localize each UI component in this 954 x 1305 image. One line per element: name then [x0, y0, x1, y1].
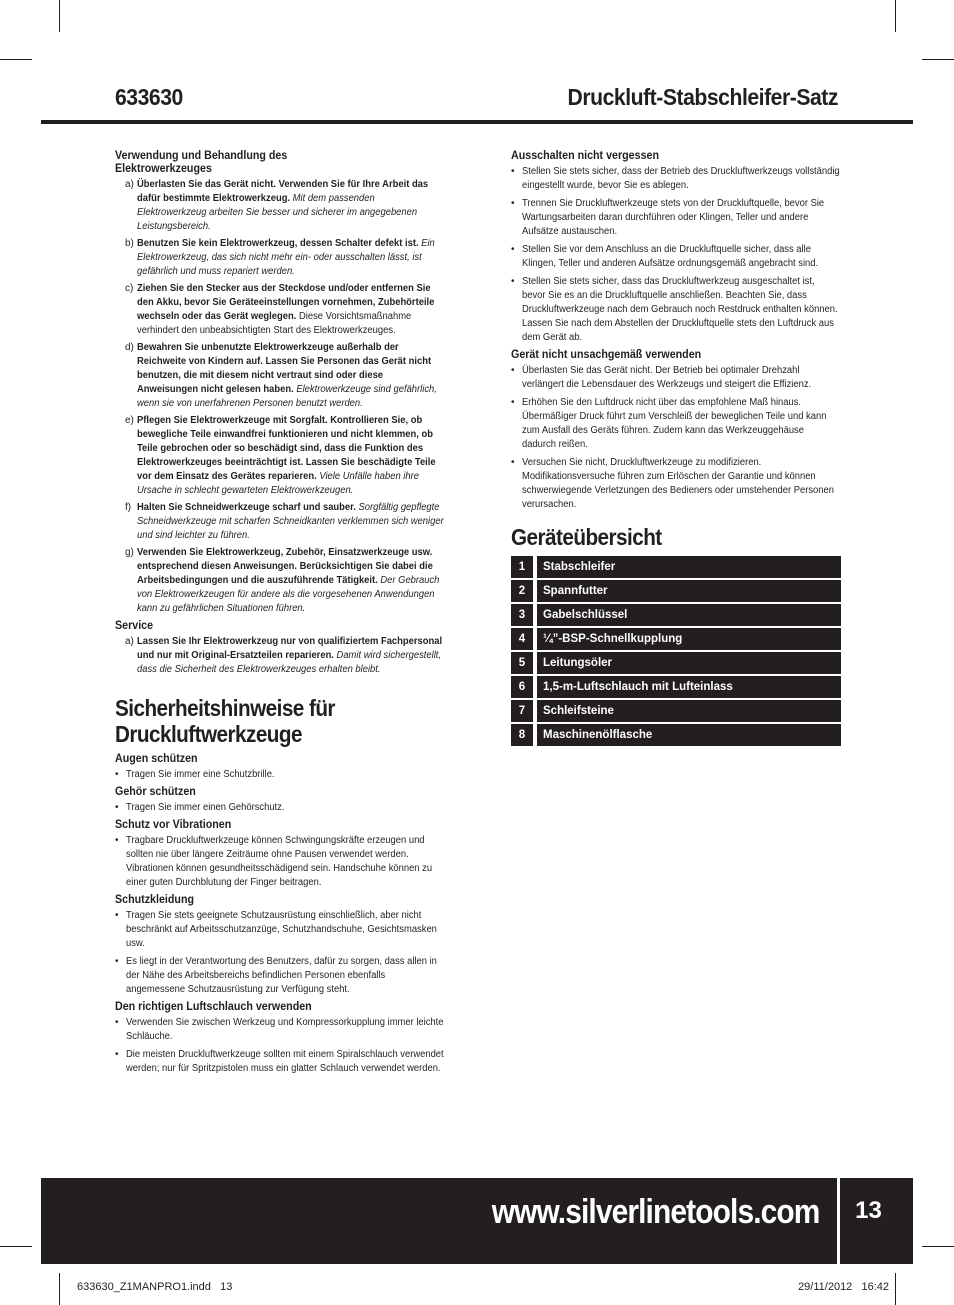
website-link[interactable]: www.silverlinetools.com [492, 1193, 820, 1231]
overview-table [511, 556, 841, 746]
bullet-item [511, 243, 841, 271]
eyes-list [115, 768, 445, 782]
list-item [115, 414, 445, 498]
bullet-item [511, 456, 841, 512]
crop-mark [0, 1246, 32, 1247]
bullet-text: • Tragbare Druckluftwerkzeuge können Schwingungskräfte erzeugen und sollten nie über längere Zeiträume ohne Pausen verwendet werden. Vibrationen können gesundheitsschädigend sein. Handschuhe können zu einer guten Durchblutung der Finger beitragen. [126, 835, 433, 888]
item-bold-text: Halten Sie Schneidwerkzeuge scharf und sauber. [137, 502, 356, 513]
bullet-text: • Verwenden Sie zwischen Werkzeug und Kompressorkupplung immer leichte Schläuche. [126, 1017, 444, 1042]
page-number: 13 [855, 1197, 882, 1224]
hose-list [115, 1016, 445, 1076]
item-bold-text: Lassen Sie Ihr Elektrowerkzeug nur von qualifiziertem Fachpersonal und nur mit Original-Ersatzteilen reparieren. [137, 636, 443, 661]
item-italic-text: Der Gebrauch von Elektrowerkzeugen für andere als die vorgesehenen Anwendungen kann zu gefährlichen Situationen führen. [137, 575, 440, 614]
item-letter: a) [125, 636, 134, 647]
right-column [511, 150, 841, 748]
overview-row [511, 700, 841, 722]
item-bold-text: Ziehen Sie den Stecker aus der Steckdose und/oder entfernen Sie den Akku, bevor Sie Geräteeinstellungen vornehmen, Zubehörteile wechseln oder das Gerät weglegen. [137, 283, 435, 322]
bullet-item [511, 396, 841, 452]
bullet-text: • Überlasten Sie das Gerät nicht. Der Betrieb bei optimaler Drehzahl verlängert die Lebensdauer des Werkzeugs und steigert die Effizienz. [522, 365, 812, 390]
bullet-item [115, 909, 445, 951]
page-title: Druckluft-Stabschleifer-Satz [567, 84, 838, 110]
item-letter: g) [125, 547, 134, 558]
item-italic-text: Viele Unfälle haben ihre Ursache in schlecht gewarteten Elektrowerkzeugen. [137, 471, 419, 496]
crop-mark [895, 1273, 896, 1305]
overview-label: Stabschleifer [537, 556, 841, 578]
bullet-item [511, 364, 841, 392]
service-heading: Service [115, 620, 154, 632]
overview-label: Schleifsteine [537, 700, 841, 722]
overview-number: 1 [511, 556, 533, 578]
item-normal-text: Diese Vorsichtsmaßnahme verhindert den unbeabsichtigten Start des Elektrowerkzeuges. [137, 311, 412, 336]
bullet-text: • Stellen Sie stets sicher, dass das Druckluftwerkzeug ausgeschaltet ist, bevor Sie es an die Druckluftquelle anschließen. Beachten Sie, dass Druckluftwerkzeuge nach dem Gebrauch noch Restdruck enthalten können. Lassen Sie nach dem Abstellen der Druckluftquelle stets den Luftdruck aus dem Gerät ab. [522, 276, 838, 343]
overview-number: 3 [511, 604, 533, 626]
usage-list [115, 178, 445, 616]
overview-label: 1,5-m-Luftschlauch mit Lufteinlass [537, 676, 841, 698]
date-slug: 29/11/2012 16:42 [798, 1281, 889, 1293]
overview-label: Maschinenölflasche [537, 724, 841, 746]
item-bold-text: Benutzen Sie kein Elektrowerkzeug, dessen Schalter defekt ist. [137, 238, 419, 249]
bullet-text: • Es liegt in der Verantwortung des Benutzers, dafür zu sorgen, dass allen in der Nähe des Arbeitsbereichs befindlichen Personen ebenfalls angemessene Schutzausrüstung zur Verfügung steht. [126, 956, 437, 995]
clothing-list [115, 909, 445, 997]
usage-heading: Verwendung und Behandlung des Elektrowerkzeuges [115, 150, 288, 175]
overview-row [511, 556, 841, 578]
bullet-item [511, 165, 841, 193]
header-rule [41, 120, 913, 124]
item-italic-text: Damit wird sichergestellt, dass die Sicherheit des Elektrowerkzeuges erhalten bleibt. [137, 650, 442, 675]
bullet-text: • Stellen Sie vor dem Anschluss an die Druckluftquelle sicher, dass alle Klingen, Teller und anderen Aufsätze ordnungsgemäß angebracht sind. [522, 244, 819, 269]
hose-heading: Den richtigen Luftschlauch verwenden [115, 1001, 312, 1013]
misuse-list [511, 364, 841, 512]
eyes-heading: Augen schützen [115, 753, 198, 765]
bullet-item [115, 955, 445, 997]
overview-heading: Geräteübersicht [511, 524, 662, 550]
crop-mark [59, 0, 60, 32]
overview-row [511, 652, 841, 674]
list-item [115, 341, 445, 411]
overview-number: 6 [511, 676, 533, 698]
crop-mark [895, 0, 896, 32]
overview-number: 2 [511, 580, 533, 602]
overview-label: Gabelschlüssel [537, 604, 841, 626]
list-item [115, 282, 445, 338]
bullet-item [115, 768, 445, 782]
file-slug: 633630_Z1MANPRO1.indd 13 [77, 1281, 233, 1293]
bullet-text: • Tragen Sie stets geeignete Schutzausrüstung einschließlich, aber nicht beschränkt auf Arbeitsschutzanzüge, Schutzhandschuhe, Gesichtsmasken usw. [126, 910, 437, 949]
bullet-item [115, 1016, 445, 1044]
overview-row [511, 676, 841, 698]
hearing-heading: Gehör schützen [115, 786, 196, 798]
bullet-text: • Erhöhen Sie den Luftdruck nicht über das empfohlene Maß hinaus. Übermäßiger Druck führt zum Verschleiß der beweglichen Teile und kann zum Ausfall des Geräts führen. Zudem kann das Werkzeuggehäuse dadurch reißen. [522, 397, 827, 450]
bullet-item [115, 801, 445, 815]
clothing-heading: Schutzkleidung [115, 894, 195, 906]
item-bold-text: Bewahren Sie unbenutzte Elektrowerkzeuge außerhalb der Reichweite von Kindern auf. Lassen Sie Personen das Gerät nicht benutzen, die mit diesem nicht vertraut sind oder diese Anweisungen nicht gelesen haben. [137, 342, 432, 395]
overview-number: 8 [511, 724, 533, 746]
bullet-text: • Tragen Sie immer eine Schutzbrille. [126, 769, 275, 780]
item-italic-text: Mit dem passenden Elektrowerkzeug arbeiten Sie besser und sicherer im angegebenen Leistungsbereich. [137, 193, 418, 232]
overview-label: ¼”-BSP-Schnellkupplung [537, 628, 841, 650]
overview-number: 5 [511, 652, 533, 674]
crop-mark [59, 1273, 60, 1305]
item-bold-text: Verwenden Sie Elektrowerkzeug, Zubehör, Einsatzwerkzeuge usw. entsprechend diesen Anweisungen. Berücksichtigen Sie dabei die Arbeitsbedingungen und die auszuführende Tätigkeit. [137, 547, 433, 586]
overview-number: 7 [511, 700, 533, 722]
item-italic-text: Sorgfältig gepflegte Schneidwerkzeuge mit scharfen Schneidkanten verklemmen sich weniger und sind leichter zu führen. [137, 502, 444, 541]
item-letter: c) [125, 283, 134, 294]
list-item [115, 237, 445, 279]
overview-number: 4 [511, 628, 533, 650]
overview-row [511, 628, 841, 650]
list-item [115, 546, 445, 616]
bullet-item [115, 834, 445, 890]
bullet-item [511, 275, 841, 345]
overview-row [511, 604, 841, 626]
vibration-heading: Schutz vor Vibrationen [115, 819, 232, 831]
service-list [115, 635, 445, 677]
hearing-list [115, 801, 445, 815]
list-item [115, 635, 445, 677]
item-letter: f) [125, 502, 132, 513]
item-bold-text: Pflegen Sie Elektrowerkzeuge mit Sorgfalt. Kontrollieren Sie, ob bewegliche Teile einwandfrei funktionieren und nicht klemmen, ob Teile gebrochen oder so beschädigt sind, dass die Funktion des Elektrowerkzeuges beeinträchtigt ist. Lassen Sie beschädigte Teile vor dem Einsatz des Gerätes reparieren. [137, 415, 436, 482]
crop-mark [922, 1246, 954, 1247]
item-letter: a) [125, 179, 134, 190]
item-italic-text: Elektrowerkzeuge sind gefährlich, wenn sie von unerfahrenen Personen benutzt werden. [137, 384, 437, 409]
switchoff-list [511, 165, 841, 345]
switchoff-heading: Ausschalten nicht vergessen [511, 150, 660, 162]
bullet-item [511, 197, 841, 239]
list-item [115, 178, 445, 234]
safety-heading: Sicherheitshinweise für Druckluftwerkzeuge [115, 695, 335, 747]
item-italic-text: Ein Elektrowerkzeug, das sich nicht mehr ein- oder ausschalten lässt, ist gefährlich und muss repariert werden. [137, 238, 435, 277]
model-number: 633630 [115, 84, 183, 110]
item-letter: d) [125, 342, 134, 353]
item-letter: e) [125, 415, 134, 426]
overview-label: Leitungsöler [537, 652, 841, 674]
crop-mark [0, 59, 32, 60]
bullet-text: • Die meisten Druckluftwerkzeuge sollten mit einem Spiralschlauch verwendet werden; nur für Spritzpistolen muss ein glatter Schlauch verwendet werden. [126, 1049, 444, 1074]
bullet-text: • Tragen Sie immer einen Gehörschutz. [126, 802, 285, 813]
left-column [115, 150, 445, 1080]
bullet-text: • Trennen Sie Druckluftwerkzeuge stets von der Druckluftquelle, bevor Sie Wartungsarbeiten daran durchführen oder Klingen, Teller und andere Aufsätze austauschen. [522, 198, 825, 237]
vibration-list [115, 834, 445, 890]
crop-mark [922, 59, 954, 60]
overview-label: Spannfutter [537, 580, 841, 602]
overview-row [511, 580, 841, 602]
item-bold-text: Überlasten Sie das Gerät nicht. Verwenden Sie für Ihre Arbeit das dafür bestimmte Elektrowerkzeug. [137, 179, 429, 204]
bullet-text: • Versuchen Sie nicht, Druckluftwerkzeuge zu modifizieren. Modifikationsversuche führen zum Erlöschen der Garantie und können schwerwiegende Verletzungen des Bedieners oder umstehender Personen verursachen. [522, 457, 834, 510]
overview-row [511, 724, 841, 746]
misuse-heading: Gerät nicht unsachgemäß verwenden [511, 349, 702, 361]
bullet-text: • Stellen Sie stets sicher, dass der Betrieb des Druckluftwerkzeugs vollständig eingestellt wurde, bevor Sie es ablegen. [522, 166, 840, 191]
list-item [115, 501, 445, 543]
bullet-item [115, 1048, 445, 1076]
item-letter: b) [125, 238, 134, 249]
